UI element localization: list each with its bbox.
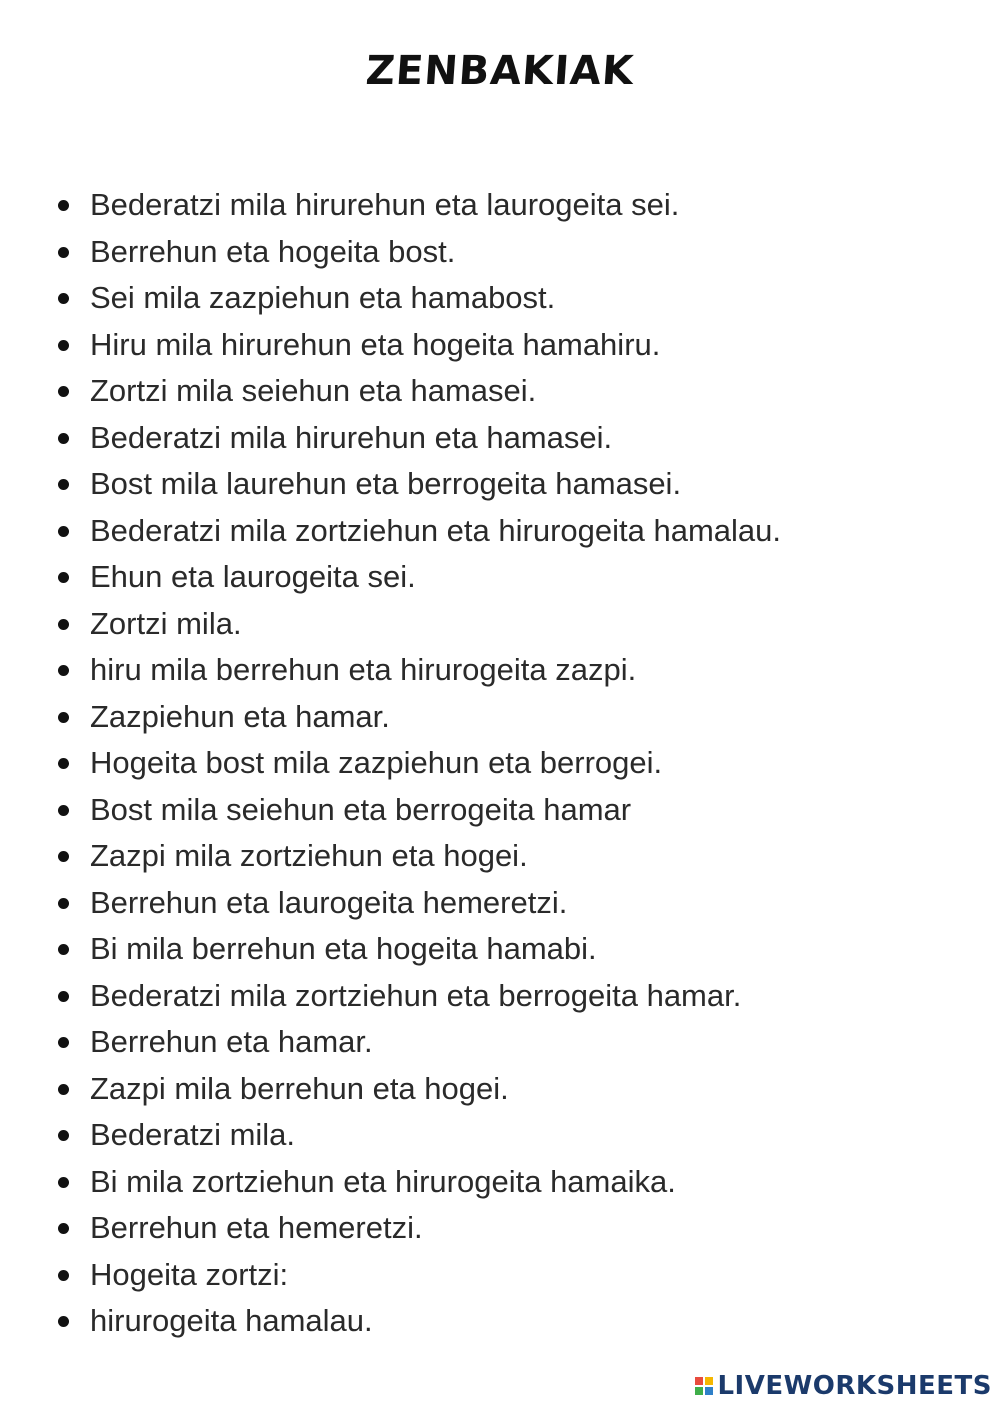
bullet-icon [58,293,69,304]
list-item [0,926,1000,973]
bullet-icon [58,1270,69,1281]
list-item-text: Hogeita zortzi: [90,1256,289,1292]
bullet-icon [58,1037,69,1048]
liveworksheets-logo[interactable] [695,1370,992,1402]
list-item-text: Hogeita bost mila zazpiehun eta berrogei. [90,745,663,780]
bullet-icon [58,1316,69,1327]
list-item [0,461,1000,508]
bullet-icon [58,944,69,955]
bullet-icon [58,1084,69,1095]
list-item [0,1205,1000,1252]
list-item-text: Ehun eta laurogeita sei. [90,559,416,594]
logo-block [695,1387,703,1395]
page-title: ZENBAKIAK [364,48,636,94]
list-item [0,740,1000,787]
bullet-icon [58,1130,69,1141]
bullet-icon [58,479,69,490]
list-item-text: hirurogeita hamalau. [90,1303,373,1338]
bullet-icon [58,526,69,537]
list-item [0,322,1000,369]
list-item-text: Hiru mila hirurehun eta hogeita hamahiru. [90,326,661,362]
list-item-text: Zortzi mila seiehun eta hamasei. [90,373,537,408]
list-item-text: Berrehun eta hogeita bost. [90,233,456,269]
list-item-text: Bederatzi mila hirurehun eta hamasei. [90,419,613,455]
bullet-icon [58,898,69,909]
bullet-icon [58,340,69,351]
list-item-text: Bi mila zortziehun eta hirurogeita hamaika. [90,1163,676,1199]
list-item [0,229,1000,276]
list-item [0,1298,1000,1345]
list-item-text: Sei mila zazpiehun eta hamabost. [90,280,556,315]
list-item [0,508,1000,555]
list-item [0,880,1000,927]
list-item [0,368,1000,415]
bullet-icon [58,619,69,630]
list-item [0,787,1000,834]
list-item [0,182,1000,229]
bullet-icon [58,805,69,816]
list-item [0,833,1000,880]
list-item [0,973,1000,1020]
logo-block [705,1387,713,1395]
bullet-icon [58,200,69,211]
list-item-text: Bederatzi mila hirurehun eta laurogeita sei. [90,187,680,222]
list-item-text: hiru mila berrehun eta hirurogeita zazpi. [90,652,637,687]
logo-blocks-icon [695,1377,713,1395]
list-item-text: Zazpi mila berrehun eta hogei. [90,1070,509,1106]
list-item [0,647,1000,694]
bullet-icon [58,851,69,862]
bullet-icon [58,1223,69,1234]
bullet-icon [58,247,69,258]
list-item [0,1252,1000,1299]
list-item [0,601,1000,648]
number-list [0,182,1000,1345]
logo-block [695,1377,703,1385]
list-item-text: Bost mila laurehun eta berrogeita hamasei. [90,466,682,501]
list-item [0,275,1000,322]
list-item-text: Berrehun eta hemeretzi. [90,1210,423,1245]
list-item [0,1112,1000,1159]
list-item-text: Zortzi mila. [90,605,242,641]
list-item [0,694,1000,741]
bullet-icon [58,433,69,444]
list-item-text: Berrehun eta laurogeita hemeretzi. [90,884,568,920]
list-item-text: Bederatzi mila. [90,1117,296,1152]
bullet-icon [58,665,69,676]
list-item [0,554,1000,601]
list-item-text: Bost mila seiehun eta berrogeita hamar [90,791,632,827]
logo-text: LIVEWORKSHEETS [717,1371,992,1401]
list-item-text: Zazpi mila zortziehun eta hogei. [90,838,528,873]
list-item-text: Bederatzi mila zortziehun eta hirurogeita hamalau. [90,512,781,548]
bullet-icon [58,572,69,583]
list-item-text: Bi mila berrehun eta hogeita hamabi. [90,931,597,966]
list-item-text: Berrehun eta hamar. [90,1024,373,1059]
logo-block [705,1377,713,1385]
bullet-icon [58,712,69,723]
list-item-text: Bederatzi mila zortziehun eta berrogeita hamar. [90,977,742,1013]
list-item [0,1159,1000,1206]
list-item [0,415,1000,462]
list-item-text: Zazpiehun eta hamar. [90,698,390,734]
list-item [0,1066,1000,1113]
bullet-icon [58,758,69,769]
bullet-icon [58,1177,69,1188]
bullet-icon [58,386,69,397]
bullet-icon [58,991,69,1002]
list-item [0,1019,1000,1066]
